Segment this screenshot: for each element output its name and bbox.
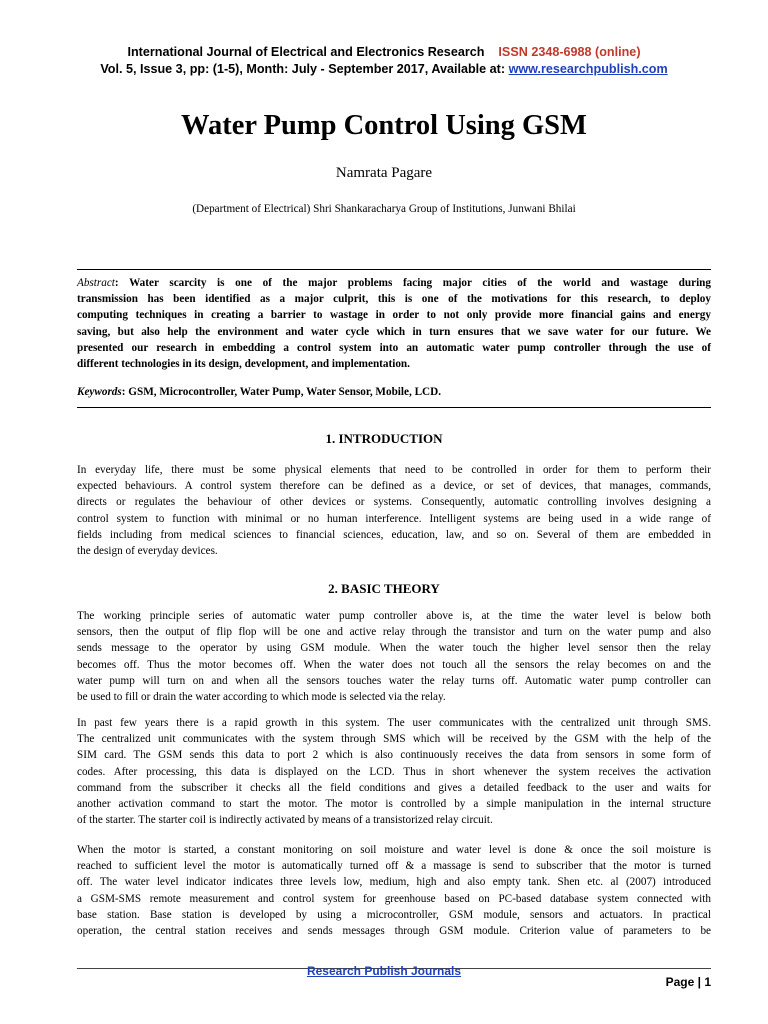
keywords (77, 384, 711, 400)
text-line: The centralized unit communicates with the system through SMS which will be received by the GSM with the help of the (77, 733, 711, 746)
text-line: command from the subscriber it checks all the field conditions and gives a detailed feedback to the user and waits for (77, 781, 711, 794)
text-line: SIM card. The GSM sends this data to port 2 which is also continuously receives the data from sensors in some form of (77, 749, 711, 762)
text-line: water pump will turn on and when all the sensors touches water the relay turns off. Automatic water pump controller can (77, 674, 711, 687)
text-line: the design of everyday devices. (77, 545, 218, 558)
volume-line (0, 62, 768, 76)
text-line: codes. After processing, this data is displayed on the LCD. Thus in short whenever the system receives the activation (77, 765, 711, 778)
abstract-line: saving, but also help the environment and water cycle which in turn ensures that we save water for our future. We (77, 325, 711, 338)
page-number: Page | 1 (665, 975, 711, 989)
abstract-top-rule (77, 269, 711, 270)
text-line: expected behaviours. A control system therefore can be defined as a device, or set of devices, that manages, commands, (77, 480, 711, 493)
text-line: In everyday life, there must be some physical elements that need to be controlled in order for them to perform their (77, 464, 711, 476)
author-affiliation: (Department of Electrical) Shri Shankaracharya Group of Institutions, Junwani Bhilai (192, 203, 576, 215)
abstract-line: Abstract: Water scarcity is one of the major problems facing major cities of the world and wastage during (77, 277, 711, 289)
paragraph (77, 608, 711, 705)
paragraph (77, 715, 711, 828)
text-line: becomes off. Thus the motor becomes off. When the water does not touch all the sensors the relay becomes on and the (77, 658, 711, 671)
abstract-line: presented our research in embedding a control system into an automatic water pump controller through the use of (77, 341, 711, 354)
text-line: of the starter. The starter coil is indirectly activated by means of a transistorized relay circuit. (77, 814, 493, 827)
text-line: When the motor is started, a constant monitoring on soil moisture and water level is done & once the soil moisture is (77, 844, 711, 856)
text-line: The working principle series of automatic water pump controller above is, at the time the water level is below both (77, 610, 711, 622)
text-line: control system to function with minimal or no human interference. Intelligent systems are being used in a wide range of (77, 512, 711, 525)
section-heading-basic-theory: 2. BASIC THEORY (328, 581, 440, 596)
text-line: a GSM-SMS remote measurement and control system for greenhouse based on PC-based database system connected with (77, 892, 711, 905)
paper-title: Water Pump Control Using GSM (181, 110, 587, 141)
publisher-link[interactable]: Research Publish Journals (306, 964, 462, 978)
abstract-bottom-rule (77, 407, 711, 408)
issn: ISSN 2348-6988 (online) (498, 45, 641, 59)
text-line: another activation command to start the motor. The motor is controlled by a simple manipulation in the internal structure (77, 798, 711, 811)
text-line: In past few years there is a rapid growth in this system. The user communicates with the centralized unit through SMS. (77, 717, 711, 729)
text-line: fields including from medical sciences to financial sciences, education, law, and so on. Several of them are embedded in (77, 528, 711, 541)
text-line: operation, the central station receives and sends messages through GSM module. Criterion value of parameters to be (77, 925, 711, 938)
text-line: directs or regulates the behaviour of other devices or systems. Consequently, automatic controlling involves designing a (77, 496, 711, 509)
text-line: sends message to the operator by using GSM module. When the water touch the higher level sensor then the relay (77, 642, 711, 655)
paragraph (77, 842, 711, 939)
abstract-line: different technologies in its design, development, and implementation. (77, 358, 410, 371)
footer-publisher-line (0, 964, 768, 978)
abstract-line: transmission has been identified as a major culprit, this is one of the motivations for this research, to deploy (77, 293, 711, 306)
abstract-label: Abstract (77, 277, 115, 289)
author-name: Namrata Pagare (335, 165, 433, 181)
section-heading-introduction: 1. INTRODUCTION (325, 431, 443, 446)
keywords-label: Keywords (77, 386, 122, 398)
keywords-text: : GSM, Microcontroller, Water Pump, Water Sensor, Mobile, LCD. (121, 386, 441, 398)
abstract (77, 275, 711, 372)
journal-url-link[interactable]: www.researchpublish.com (508, 62, 668, 76)
paragraph (77, 462, 711, 559)
text-line: be used to fill or drain the water according to which mode is selected via the relay. (77, 691, 446, 704)
text-line: base station. Base station is developed by using a microcontroller, GSM module, sensors and actuators. In practical (77, 908, 711, 921)
journal-name: International Journal of Electrical and Electronics Research (127, 45, 485, 59)
journal-header-line (0, 45, 768, 59)
text-line: reached to sufficient level the motor is automatically turned off & a massage is send to subscriber that the motor is turned (77, 860, 711, 873)
text-line: sensors, then the output of flip flop will be one and active relay through the transistor and turn on the water pump and also (77, 626, 711, 639)
text-line: off. The water level indicator indicates three levels low, medium, high and also empty tank. Shen etc. al (2007) introduced (77, 876, 711, 889)
abstract-line: computing techniques in creating a barrier to wastage in order to not only provide more financial gains and energy (77, 309, 711, 322)
volume-info: Vol. 5, Issue 3, pp: (1-5), Month: July - September 2017, Available at: (100, 62, 509, 76)
